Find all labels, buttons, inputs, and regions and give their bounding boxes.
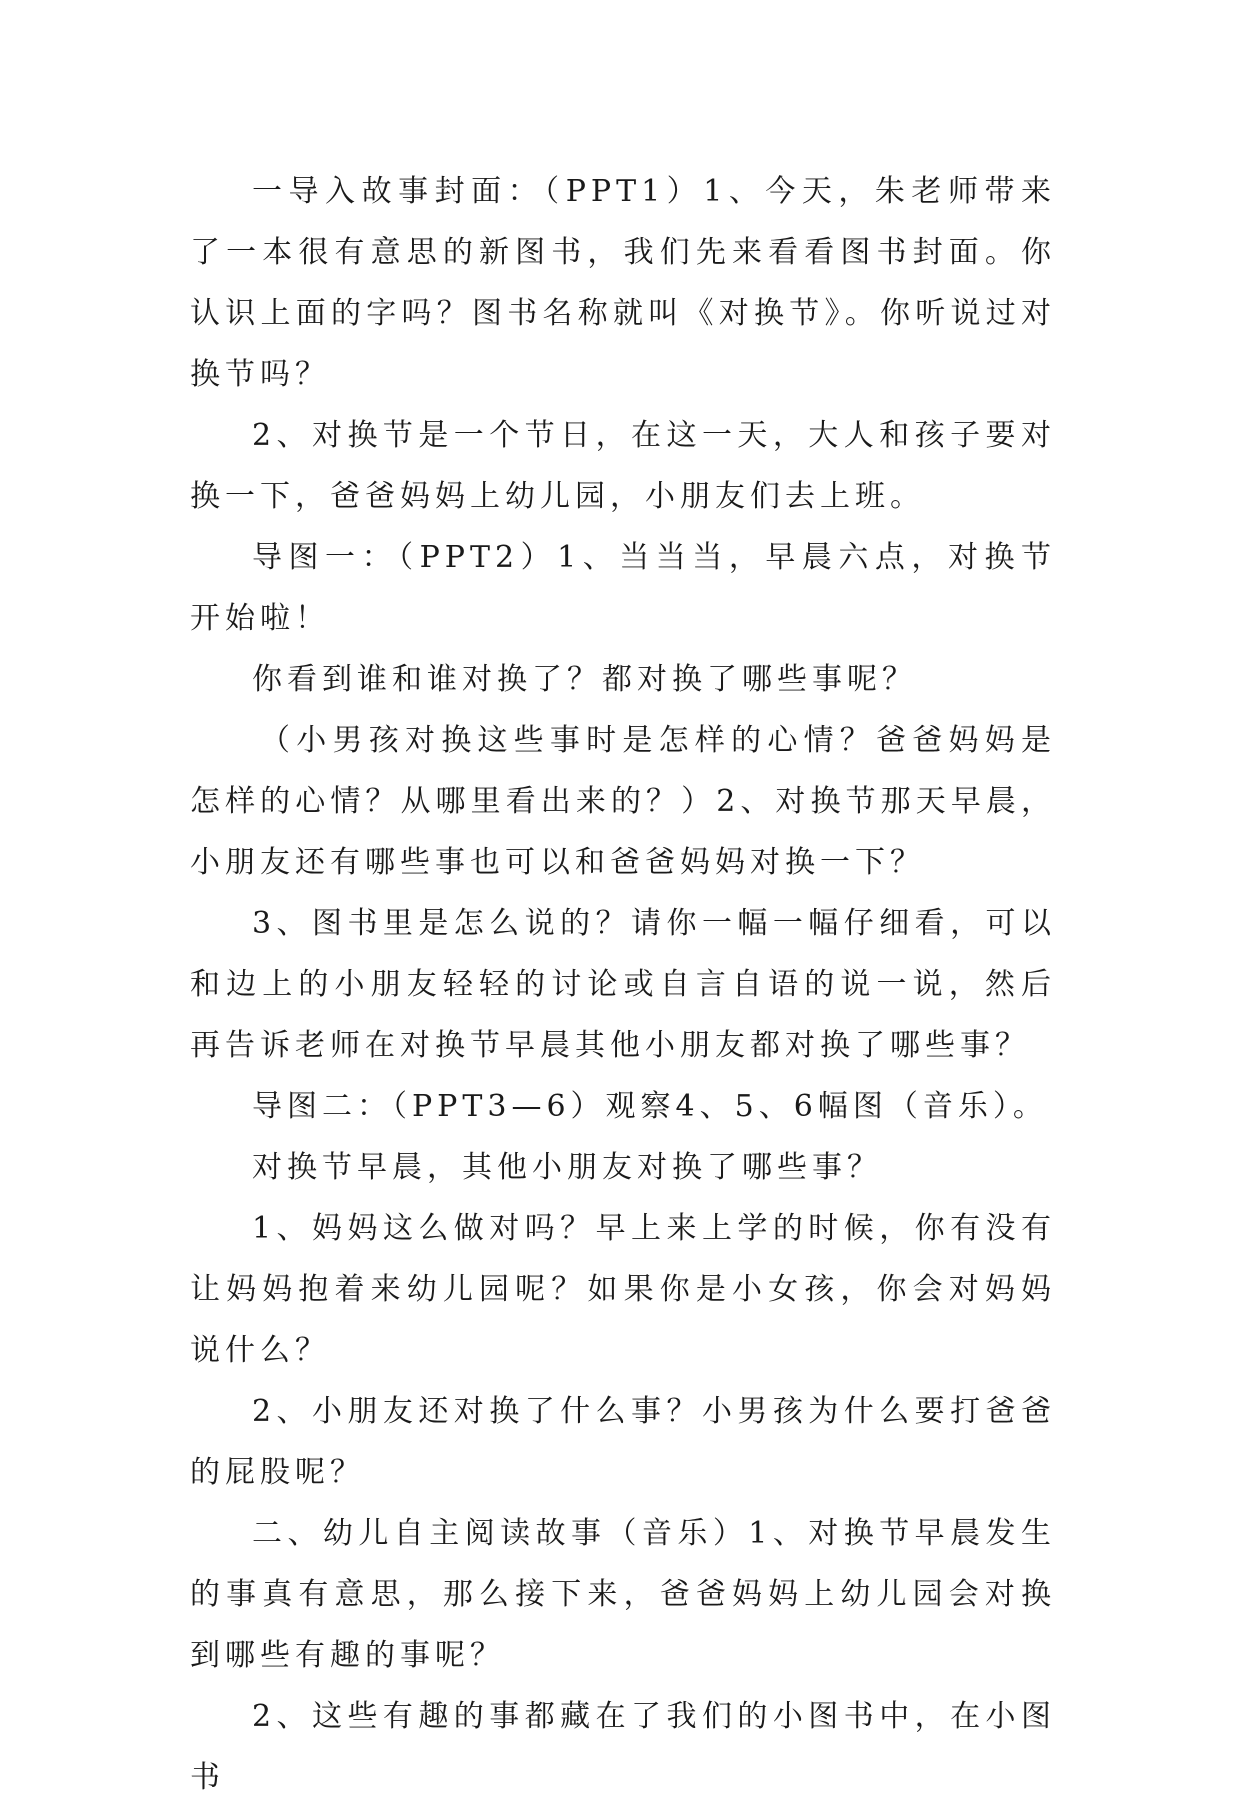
paragraph-self-reading: 二、幼儿自主阅读故事（音乐）1、对换节早晨发生的事真有意思，那么接下来，爸爸妈妈上幼儿园会对换到哪些有趣的事呢？ xyxy=(190,1516,1056,1673)
paragraph-who-exchanged: 你看到谁和谁对换了？都对换了哪些事呢？ xyxy=(252,662,917,697)
paragraph-small-book: 2、这些有趣的事都藏在了我们的小图书中，在小图书 xyxy=(190,1699,1056,1795)
paragraph-guide-two: 导图二：（PPT3—6）观察4、5、6幅图（音乐）。 xyxy=(252,1089,1048,1124)
paragraph-exchange-day: 2、对换节是一个节日，在这一天，大人和孩子要对换一下，爸爸妈妈上幼儿园，小朋友们去上班。 xyxy=(190,418,1056,514)
paragraph-boy-mood: （小男孩对换这些事时是怎样的心情？爸爸妈妈是怎样的心情？从哪里看出来的？）2、对换节那天早晨，小朋友还有哪些事也可以和爸爸妈妈对换一下？ xyxy=(190,723,1056,880)
document-body xyxy=(190,161,1056,1808)
paragraph-boy-question: 2、小朋友还对换了什么事？小男孩为什么要打爸爸的屁股呢？ xyxy=(190,1394,1056,1490)
paragraph-book-says: 3、图书里是怎么说的？请你一幅一幅仔细看，可以和边上的小朋友轻轻的讨论或自言自语的说一说，然后再告诉老师在对换节早晨其他小朋友都对换了哪些事？ xyxy=(190,906,1056,1063)
paragraph-mom-question: 1、妈妈这么做对吗？早上来上学的时候，你有没有让妈妈抱着来幼儿园呢？如果你是小女孩，你会对妈妈说什么？ xyxy=(190,1211,1056,1368)
paragraph-other-children: 对换节早晨，其他小朋友对换了哪些事？ xyxy=(252,1150,882,1185)
paragraph-guide-one: 导图一：（PPT2）1、当当当，早晨六点，对换节开始啦！ xyxy=(190,540,1056,636)
paragraph-intro-cover: 一导入故事封面：（PPT1）1、今天，朱老师带来了一本很有意思的新图书，我们先来看看图书封面。你认识上面的字吗？图书名称就叫《对换节》。你听说过对换节吗？ xyxy=(190,174,1056,392)
